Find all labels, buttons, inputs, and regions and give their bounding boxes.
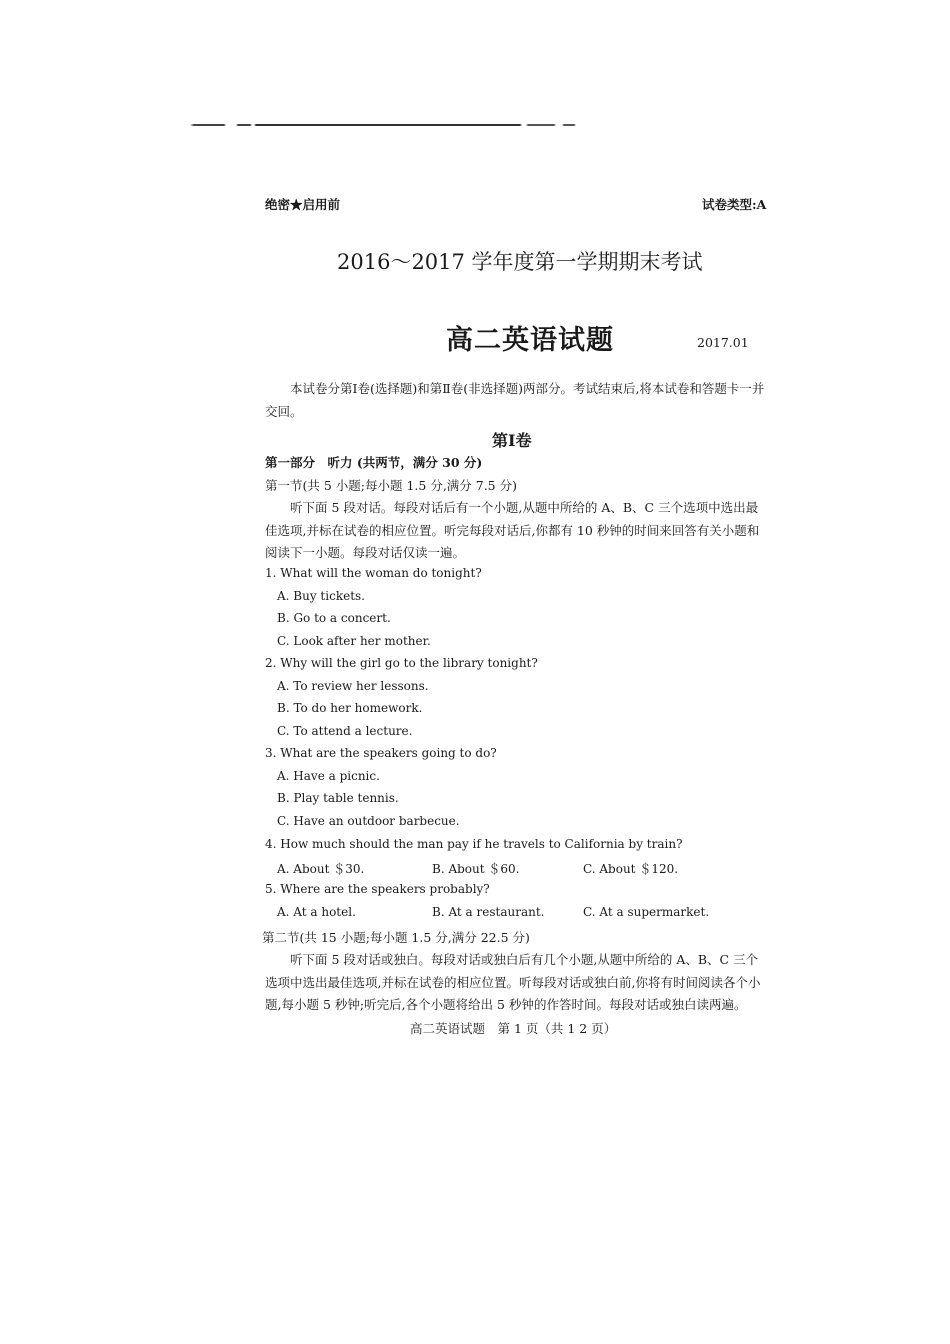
question-5-option-b: B. At a restaurant. [432,905,545,919]
question-4-option-b: B. About ＄60. [432,862,520,876]
question-4-option-a: A. About ＄30. [277,862,365,876]
exam-title: 2016～2017 学年度第一学期期末考试 [337,250,703,274]
question-3-stem: 3. What are the speakers going to do? [265,746,497,760]
question-2-stem: 2. Why will the girl go to the library tonight? [265,656,538,670]
section2-instructions: 听下面 5 段对话或独白。每段对话或独白后有几个小题,从题中所给的 A、B、C 三个选项中选出最佳选项,并标在试卷的相应位置。听每段对话或独白前,你将有时间阅读各个小题,每小题 5 秒钟;听完后,各个小题将给出 5 秒钟的作答时间。每段对话或独白读两遍。 [265,952,761,1012]
intro-paragraph: 本试卷分第Ⅰ卷(选择题)和第Ⅱ卷(非选择题)两部分。考试结束后,将本试卷和答题卡一并交回。 [265,381,765,419]
page-footer: 高二英语试题 第 1 页（共 1 2 页） [410,1021,617,1036]
volume-title: 第Ⅰ卷 [492,431,532,450]
section2-heading: 第二节(共 15 小题;每小题 1.5 分,满分 22.5 分) [262,930,530,945]
question-3-option-a: A. Have a picnic. [277,769,380,783]
question-5-stem: 5. Where are the speakers probably? [265,882,490,896]
question-2-option-a: A. To review her lessons. [277,679,429,693]
section1-instructions: 听下面 5 段对话。每段对话后有一个小题,从题中所给的 A、B、C 三个选项中选出最佳选项,并标在试卷的相应位置。听完每段对话后,你都有 10 秒钟的时间来回答有关小题和阅读下一小题。每段对话仅读一遍。 [265,500,760,560]
exam-date: 2017.01 [697,335,749,350]
section1-heading: 第一节(共 5 小题;每小题 1.5 分,满分 7.5 分) [265,478,517,493]
question-4-stem: 4. How much should the man pay if he travels to California by train? [265,837,683,851]
question-3-option-c: C. Have an outdoor barbecue. [277,814,460,828]
question-3-option-b: B. Play table tennis. [277,791,399,805]
paper-type-label: 试卷类型:A [702,197,767,212]
confidential-label: 绝密★启用前 [265,197,341,212]
question-1-option-b: B. Go to a concert. [277,611,391,625]
question-5-option-c: C. At a supermarket. [583,905,710,919]
question-4-option-c: C. About ＄120. [583,862,679,876]
subject-title: 高二英语试题 [446,325,614,356]
question-5-option-a: A. At a hotel. [277,905,356,919]
part1-heading: 第一部分 听力 (共两节，满分 30 分) [265,455,483,470]
question-2-option-c: C. To attend a lecture. [277,724,413,738]
question-1-option-c: C. Look after her mother. [277,634,431,648]
question-2-option-b: B. To do her homework. [277,701,423,715]
question-1-option-a: A. Buy tickets. [277,589,365,603]
question-1-stem: 1. What will the woman do tonight? [265,566,482,580]
scan-top-rule [190,124,590,126]
